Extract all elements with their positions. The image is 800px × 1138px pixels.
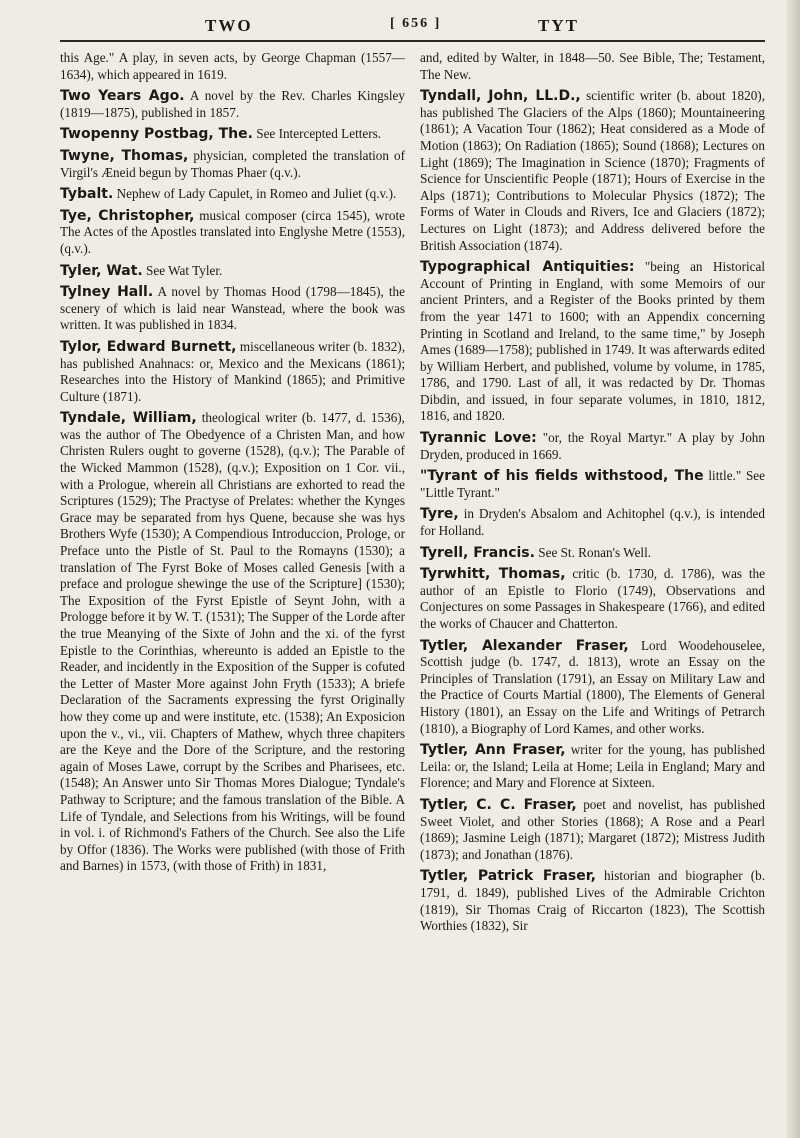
entry: Tyrwhitt, Thomas, critic (b. 1730, d. 1786), was the author of an Epistle to Florio (1749), Observations and Conjectures on some Passages in Shakespeare (1766), and edited the works of Chaucer and Chatterton. bbox=[420, 566, 765, 631]
page-edge-shadow bbox=[786, 0, 800, 1138]
header-left-word: TWO bbox=[205, 16, 253, 35]
entry: Tytler, Patrick Fraser, historian and biographer (b. 1791, d. 1849), published Lives of the Admirable Crichton (1819), Sir Thomas Craig of Riccarton (1823), The Scottish Worthies (1832), Sir bbox=[420, 868, 765, 934]
entry: Tyre, in Dryden's Absalom and Achitophel (q.v.), is intended for Holland. bbox=[420, 506, 765, 539]
entry: Two Years Ago. A novel by the Rev. Charles Kingsley (1819—1875), published in 1857. bbox=[60, 88, 405, 120]
entry: Tytler, C. C. Fraser, poet and novelist, has published Sweet Violet, and other Stories (1868); A Rose and a Pearl (1869); Jasmine Leigh (1871); Margaret (1872); Mistress Judith (1873); and Jonathan (1876). bbox=[420, 796, 765, 862]
entry: Tyndall, John, LL.D., scientific writer (b. about 1820), has published The Glaciers of the Alps (1860); Mountaineering (1861); A Vacation Tour (1862); Heat considered as a Mode of Motion (1863); On Radiation (1865); Sound (1868); Lectures on Light (1869); The Imagination in Science (1870); Fragments of Science for Unscientific People (1871); Hours of Exercise in the Alps (1871); Contributions to Molecular Physics (1872); The Forms of Water in Clouds and Rivers, Ice and Glaciers (1872); Lectures on Light (1873); and Address delivered before the British Association (1874). bbox=[420, 88, 765, 253]
entry: Twyne, Thomas, physician, completed the translation of Virgil's Æneid begun by Thomas Phaer (q.v.). bbox=[60, 147, 406, 180]
entry: Twopenny Postbag, The. See Intercepted Letters. bbox=[60, 126, 382, 143]
entry: Tye, Christopher, musical composer (circa 1545), wrote The Actes of the Apostles translated into Englyshe Metre (1553), (q.v.). bbox=[60, 207, 405, 256]
entry: Tytler, Ann Fraser, writer for the young, has published Leila: or, the Island; Leila at Home; Leila in England; Mary and Florence; and Mary and Florence at Sixteen. bbox=[420, 742, 765, 791]
entry: "Tyrant of his fields withstood, The little." See "Little Tyrant." bbox=[420, 468, 765, 500]
running-header bbox=[60, 12, 760, 38]
header-rule bbox=[60, 40, 765, 42]
entry: Tyrannic Love: "or, the Royal Martyr." A play by John Dryden, produced in 1669. bbox=[420, 430, 765, 462]
entry: Tyndale, William, theological writer (b. 1477, d. 1536), was the author of The Obedyence of a Christen Man, and how Christen Rulers ought to governe (1528), (q.v.); The Parable of the Wicked Mammon (1528), (q.v.); Exposition on 1 Cor. vii., with a Prologue, wherein all Christians are exhorted to read the Scriptures (1529); The Practyse of Prelates: whether the Kynges Grace may be separated from hys Quene, because she was hys Brothers Wyfe (1530); A Compendious Introduccion, Prologe, or Preface unto the Pistle of St. Paul to the Romayns (1530); a translation of The Fyrst Boke of Moses called Genesis [with a preface and prologue shewinge the use of the Scripture] (1530); The Exposition of the Fyrst Epistle of Seynt John, with a Prologge before it by W. T. (1531); The Supper of the Lorde after the true Meanying of the Sixte of John and the xi. of the fyrst Epistle to the Corinthias, whereunto is added an Epistle to the Reader, and incidently in the Exposition of the Supper is cofuted the Letter of Master More against John Fryth (1533); A briefe Declaration of the Sacraments expressing the fyrst Originally how they come up and were institute, etc. (1538); An Exposicion upon the v., vi., vii. Chapters of Mathew, whych three chapiters are the Keye and the Dore of the Scripture, and the restoring again of Moses Lawe, corrupt by the Scribes and Pharisees, etc. (1548); An Answer unto Sir Thomas Mores Dialogue; Tyndale's Pathway to Scripture; and the famous translation of the Bible. A Life of Tyndale, and Selections from his Writings, will be found in vol. i. of Richmond's Fathers of the Church. See also the Life by Offor (1836). The Works were published (with those of Frith and Barnes) in 1573, (with those of Frith) in 1831, bbox=[60, 410, 405, 874]
entry: Tyler, Wat. See Wat Tyler. bbox=[60, 262, 223, 279]
header-right-word: TYT bbox=[538, 16, 579, 35]
entry: Typographical Antiquities: "being an Historical Account of Printing in England, with some Memoirs of our ancient Printers, and a Register of the Books printed by them from the year 1471 to 1600; with an Appendix concerning Printing in Scotland and Ireland, to the same time," by Joseph Ames (1689—1758); published in 1749. It was afterwards edited by William Herbert, and published, volume by volume, in 1785, 1786, and 1790. Last of all, it was redacted by Dr. Thomas Dibdin, and issued, in four separate volumes, in 1810, 1812, 1816, and 1820. bbox=[420, 259, 765, 424]
entry: this Age." A play, in seven acts, by George Chapman (1557—1634), which appeared in 1619. bbox=[60, 50, 405, 82]
left-column bbox=[60, 50, 405, 880]
entry: Tyrell, Francis. See St. Ronan's Well. bbox=[420, 544, 652, 561]
entry: Tybalt. Nephew of Lady Capulet, in Romeo and Juliet (q.v.). bbox=[60, 186, 397, 203]
entry: Tytler, Alexander Fraser, Lord Woodehouselee, Scottish judge (b. 1747, d. 1813), wrote an Essay on the Principles of Translation (1791), an Essay on Military Law and the Practice of Courts Martial (1800), The Elements of General History (1801), an Essay on the Life and Writings of Petrarch (1810), a Biography of Lord Kames, and other works. bbox=[420, 637, 765, 736]
entry: Tylney Hall. A novel by Thomas Hood (1798—1845), the scenery of which is laid near Wanstead, where the book was written. It was published in 1834. bbox=[60, 284, 406, 333]
right-column bbox=[420, 50, 765, 940]
entry: and, edited by Walter, in 1848—50. See Bible, The; Testament, The New. bbox=[420, 50, 765, 82]
entry: Tylor, Edward Burnett, miscellaneous writer (b. 1832), has published Anahnacs: or, Mexico and the Mexicans (1861); Researches into the History of Mankind (1865); and Primitive Culture (1871). bbox=[60, 338, 405, 404]
page-number: [ 656 ] bbox=[390, 16, 442, 31]
